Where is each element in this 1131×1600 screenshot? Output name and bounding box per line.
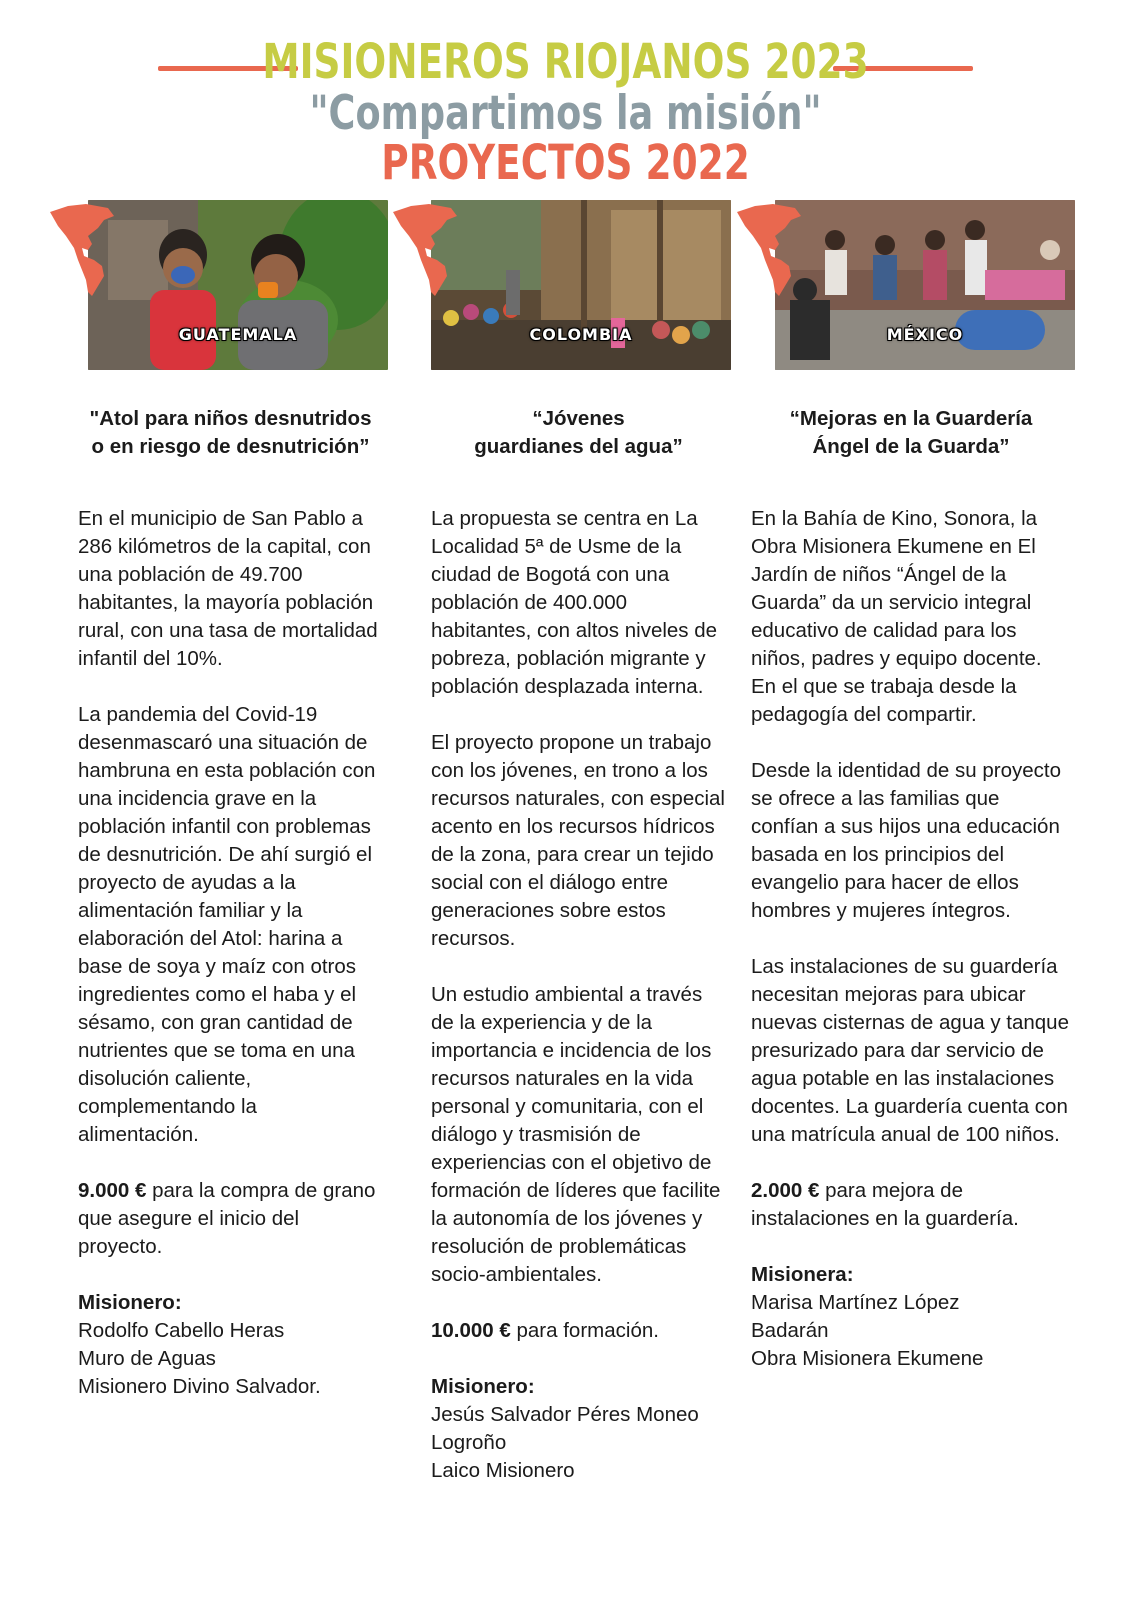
funding-purpose: para mejora de instalaciones en la guardería. xyxy=(751,1179,1019,1230)
americas-map-icon xyxy=(735,200,815,300)
country-label-mexico: MÉXICO xyxy=(886,325,964,344)
project-title xyxy=(78,405,383,461)
missionary-info xyxy=(78,1289,383,1401)
missionary-place: Logroño xyxy=(431,1431,507,1454)
project-funding xyxy=(751,1177,1071,1233)
missionary-role: Misionero: xyxy=(78,1291,182,1314)
project-column-guatemala xyxy=(78,405,383,1429)
country-label-guatemala: GUATEMALA xyxy=(178,325,298,344)
project-title-line: "Atol para niños desnutridos xyxy=(89,407,372,430)
photo-colombia xyxy=(431,200,731,370)
funding-amount: 10.000 € xyxy=(431,1319,511,1342)
missionary-info xyxy=(431,1373,726,1485)
missionary-name: Marisa Martínez López xyxy=(751,1291,960,1314)
funding-purpose: para la compra de grano que asegure el inicio del proyecto. xyxy=(78,1179,376,1258)
project-paragraph: Desde la identidad de su proyecto se ofrece a las familias que confían a sus hijos una educación basada en los principios del evangelio para hacer de ellos hombres y mujeres íntegros. xyxy=(751,759,1061,922)
funding-amount: 9.000 € xyxy=(78,1179,147,1202)
mexico-photo-image xyxy=(775,200,1075,370)
project-paragraph: Un estudio ambiental a través de la experiencia y de la importancia e incidencia de los recursos naturales en la vida personal y comunitaria, con el diálogo y trasmisión de experiencias con el objetivo de formación de líderes que facilite la autonomía de los jóvenes y resolución de problemáticas socio-ambientales. xyxy=(431,983,721,1286)
project-paragraph: La pandemia del Covid-19 desenmascaró una situación de hambruna en esta población con una incidencia grave en la población infantil con problemas de desnutrición. De ahí surgió el proyecto de ayudas a la alimentación familiar y la elaboración del Atol: harina a base de soya y maíz con otros ingredientes como el haba y el sésamo, con gran cantidad de nutrientes que se toma en una disolución caliente, complementando la alimentación. xyxy=(78,703,376,1146)
americas-map-icon xyxy=(391,200,471,300)
project-title-line: “Jóvenes xyxy=(532,407,625,430)
missionary-affiliation: Obra Misionera Ekumene xyxy=(751,1347,984,1370)
page-header xyxy=(0,34,1131,191)
missionary-place: Muro de Aguas xyxy=(78,1347,216,1370)
project-title xyxy=(431,405,726,461)
header-motto: "Compartimos la misión" xyxy=(309,86,822,141)
americas-map-icon xyxy=(48,200,128,300)
project-title-line: “Mejoras en la Guardería xyxy=(789,407,1033,430)
project-funding xyxy=(431,1317,726,1345)
project-column-colombia xyxy=(431,405,726,1513)
project-paragraph: Las instalaciones de su guardería necesitan mejoras para ubicar nuevas cisternas de agua y tanque presurizado para dar servicio de agua potable en las instalaciones docentes. La guardería cuenta con una matrícula anual de 100 niños. xyxy=(751,955,1069,1146)
missionary-name: Rodolfo Cabello Heras xyxy=(78,1319,285,1342)
missionary-name: Jesús Salvador Péres Moneo xyxy=(431,1403,699,1426)
missionary-place: Badarán xyxy=(751,1319,829,1342)
missionary-role: Misionero: xyxy=(431,1375,535,1398)
funding-amount: 2.000 € xyxy=(751,1179,820,1202)
colombia-photo-image xyxy=(431,200,731,370)
project-paragraph: La propuesta se centra en La Localidad 5ª de Usme de la ciudad de Bogotá con una población de 400.000 habitantes, con altos niveles de pobreza, población migrante y población desplazada interna. xyxy=(431,507,718,698)
missionary-affiliation: Misionero Divino Salvador. xyxy=(78,1375,321,1398)
header-subtitle: PROYECTOS 2022 xyxy=(381,135,750,191)
project-paragraph: En la Bahía de Kino, Sonora, la Obra Misionera Ekumene en El Jardín de niños “Ángel de la Guarda” da un servicio integral educativo de calidad para los niños, padres y equipo docente. En el que se trabaja desde la pedagogía del compartir. xyxy=(751,507,1042,726)
header-title: MISIONEROS RIOJANOS 2023 xyxy=(262,34,869,90)
project-title-line: guardianes del agua” xyxy=(474,435,683,458)
project-paragraph: El proyecto propone un trabajo con los jóvenes, en trono a los recursos naturales, con especial acento en los recursos hídricos de la zona, para crear un tejido social con el diálogo entre generaciones sobre estos recursos. xyxy=(431,731,725,950)
project-funding xyxy=(78,1177,383,1261)
project-title xyxy=(751,405,1071,461)
project-column-mexico xyxy=(751,405,1071,1401)
missionary-role: Misionera: xyxy=(751,1263,854,1286)
guatemala-photo-image xyxy=(88,200,388,370)
project-title-line: o en riesgo de desnutrición” xyxy=(91,435,370,458)
project-title-line: Ángel de la Guarda” xyxy=(812,435,1010,458)
missionary-affiliation: Laico Misionero xyxy=(431,1459,575,1482)
funding-purpose: para formación. xyxy=(510,1319,659,1342)
photo-guatemala xyxy=(88,200,388,370)
photo-mexico xyxy=(775,200,1075,370)
project-paragraph: En el municipio de San Pablo a 286 kilómetros de la capital, con una población de 49.700 habitantes, la mayoría población rural, con una tasa de mortalidad infantil del 10%. xyxy=(78,507,378,670)
country-label-colombia: COLOMBIA xyxy=(529,325,633,344)
missionary-info xyxy=(751,1261,1071,1373)
